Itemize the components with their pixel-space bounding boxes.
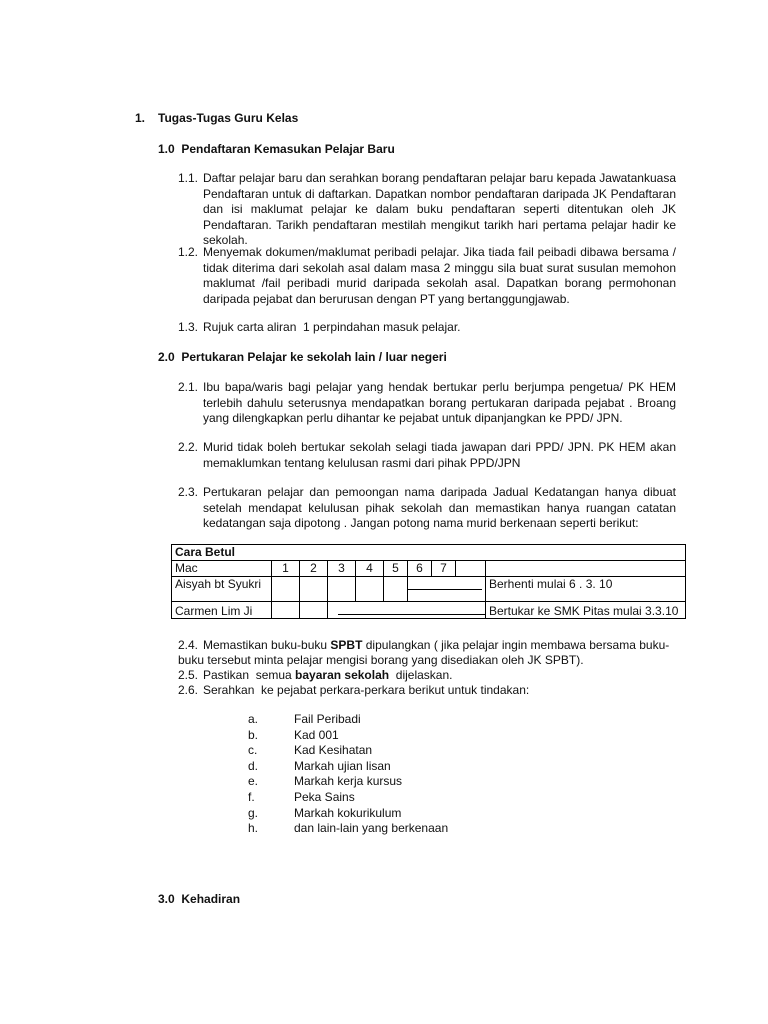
day-cell: 2	[300, 561, 328, 577]
paragraph-text: Daftar pelajar baru dan serahkan borang pendaftaran pelajar baru kepada Jawatankuasa Pendaftaran untuk di daftarkan. Dapatkan nombor pendaftaran daripada JK Pendaftaran dan isi maklumat pelajar ke dalam buku pendaftaran seperti ditentukan oleh JK Pendaftaran. Tarikh pendaftaran mestilah mengikut tarikh hari pertama pelajar hadir ke sekolah.	[203, 171, 676, 247]
strike-line	[408, 577, 482, 590]
list-text: Markah kerja kursus	[294, 774, 403, 789]
empty-cell	[272, 577, 300, 602]
paragraph-number: 2.6.	[178, 683, 199, 697]
paragraph-text	[178, 638, 676, 668]
paragraph-number: 1.1.	[178, 171, 199, 185]
subsection-heading-2-0: 2.0 Pertukaran Pelajar ke sekolah lain / luar negeri	[158, 350, 447, 364]
table-title: Cara Betul	[172, 545, 686, 561]
strike-line	[338, 602, 486, 615]
strike-line-cell	[408, 577, 486, 602]
table-row	[172, 602, 686, 619]
paragraph-text-part: Pastikan semua	[203, 668, 296, 682]
paragraph-text: Serahkan ke pejabat perkara-perkara berikut untuk tindakan:	[203, 683, 530, 697]
student-name-cell: Aisyah bt Syukri	[172, 577, 272, 602]
paragraph-text: Murid tidak boleh bertukar sekolah selagi tiada jawapan dari PPD/ JPN. PK HEM akan memaklumkan tentang kelulusan rasmi dari pihak PPD/JPN	[203, 440, 676, 470]
paragraph-1-2	[178, 245, 676, 307]
list-letter: c.	[248, 743, 258, 758]
list-text: Markah ujian lisan	[294, 758, 391, 773]
paragraph-text-part: Memastikan buku-buku	[203, 638, 331, 652]
list-letter: f.	[248, 789, 255, 804]
empty-cell	[384, 577, 408, 602]
subsection-heading-3-0: 3.0 Kehadiran	[158, 892, 241, 906]
day-cell: 3	[328, 561, 356, 577]
subsection-heading-1-0: 1.0 Pendaftaran Kemasukan Pelajar Baru	[158, 142, 395, 156]
paragraph-number: 2.2.	[178, 440, 199, 454]
list-text: dan lain-lain yang berkenaan	[294, 821, 449, 836]
empty-cell	[486, 561, 686, 577]
table-row	[172, 577, 686, 602]
empty-cell	[272, 602, 300, 619]
paragraph-2-4	[178, 638, 676, 668]
month-cell: Mac	[172, 561, 272, 577]
note-cell: Berhenti mulai 6 . 3. 10	[486, 577, 686, 602]
day-cell: 5	[384, 561, 408, 577]
table-header-row	[172, 561, 686, 577]
day-cell: 6	[408, 561, 432, 577]
bayaran-emphasis: bayaran sekolah	[295, 668, 390, 682]
paragraph-text: Ibu bapa/waris bagi pelajar yang hendak bertukar perlu berjumpa pengetua/ PK HEM terlebih dahulu seterusnya mendapatkan borang pertukaran daripada pejabat . Broang yang dilengkapkan perlu dihantar ke pejabat untuk dipanjangkan ke PPD/ JPN.	[203, 380, 676, 425]
paragraph-number: 2.3.	[178, 485, 199, 499]
paragraph-number: 2.4.	[178, 638, 199, 652]
paragraph-text	[178, 668, 676, 684]
paragraph-text-part: dijelaskan.	[389, 668, 453, 682]
paragraph-text: Rujuk carta aliran 1 perpindahan masuk pelajar.	[203, 320, 461, 334]
list-letter: b.	[248, 727, 259, 742]
section-number: 1.	[135, 111, 146, 125]
paragraph-2-1	[178, 380, 676, 427]
empty-cell	[300, 602, 328, 619]
empty-cell	[456, 561, 486, 577]
list-text: Markah kokurikulum	[294, 805, 402, 820]
student-name-cell: Carmen Lim Ji	[172, 602, 272, 619]
paragraph-number: 2.5.	[178, 668, 199, 682]
list-letter: e.	[248, 774, 259, 789]
spbt-emphasis: SPBT	[330, 638, 363, 652]
paragraph-2-6	[178, 683, 676, 699]
paragraph-number: 1.3.	[178, 320, 199, 334]
list-letter: d.	[248, 758, 259, 773]
list-text: Kad 001	[294, 727, 339, 742]
list-letter: g.	[248, 805, 259, 820]
paragraph-number: 1.2.	[178, 245, 199, 259]
paragraph-text: Menyemak dokumen/maklumat peribadi pelajar. Jika tiada fail peibadi dibawa bersama / tidak diterima dari sekolah asal dalam masa 2 minggu sila buat surat susulan memohon maklumat /fail peribadi murid daripada sekolah asal. Dapatkan borang permohonan daripada pejabat dan berurusan dengan PT yang bertanggungjawab.	[203, 245, 676, 306]
paragraph-number: 2.1.	[178, 380, 199, 394]
day-cell: 1	[272, 561, 300, 577]
list-text: Fail Peribadi	[294, 712, 361, 726]
strike-line-cell	[328, 602, 486, 619]
attendance-example-table	[171, 544, 686, 619]
day-cell: 4	[356, 561, 384, 577]
list-letter: a.	[248, 712, 259, 726]
list-text: Peka Sains	[294, 789, 355, 804]
empty-cell	[328, 577, 356, 602]
paragraph-2-2	[178, 440, 676, 471]
note-cell: Bertukar ke SMK Pitas mulai 3.3.10	[486, 602, 686, 619]
empty-cell	[356, 577, 384, 602]
section-title: Tugas-Tugas Guru Kelas	[158, 111, 299, 125]
empty-cell	[300, 577, 328, 602]
paragraph-2-3	[178, 485, 676, 532]
paragraph-text: Pertukaran pelajar dan pemoongan nama daripada Jadual Kedatangan hanya dibuat setelah mendapat kelulusan pihak sekolah dan memastikan hanya ruangan catatan kedatangan saja dipotong . Jangan potong nama murid berkenaan seperti berikut:	[203, 485, 676, 530]
paragraph-1-1	[178, 171, 676, 249]
paragraph-2-5	[178, 668, 676, 684]
paragraph-text-part: dipulangkan ( jika pelajar ingin membawa bersama buku-buku tersebut minta pelajar mengisi borang yang disediakan oleh JK SPBT).	[178, 638, 670, 667]
list-text: Kad Kesihatan	[294, 743, 373, 758]
day-cell: 7	[432, 561, 456, 577]
paragraph-1-3	[178, 320, 676, 336]
list-letter: h.	[248, 821, 259, 836]
